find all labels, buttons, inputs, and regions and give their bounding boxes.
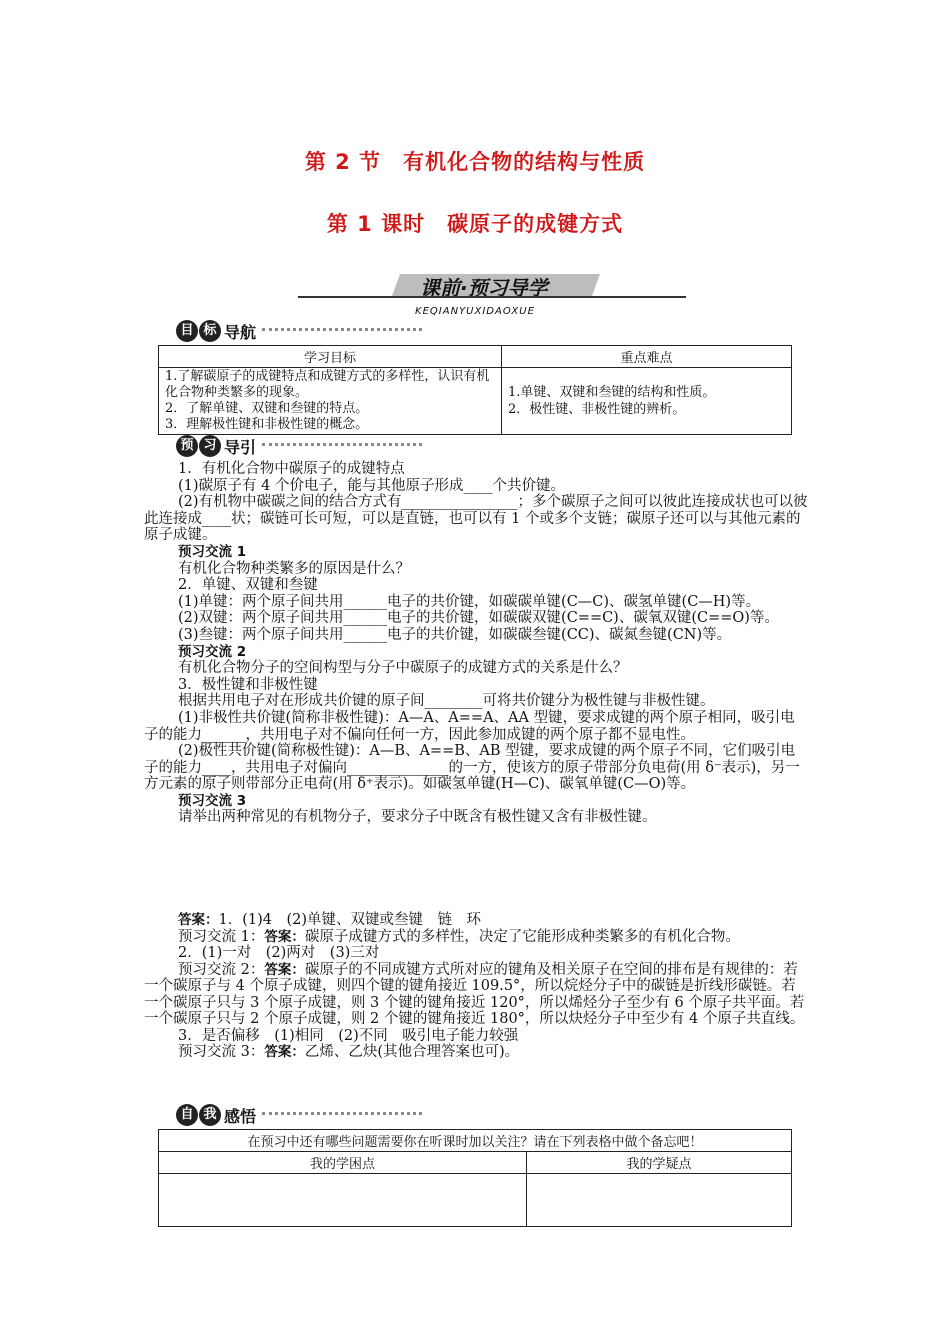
goals-left-cell: 1.了解碳原子的成键特点和成键方式的多样性，认识有机化合物种类繁多的现象。 2．了解单键、双键和叁键的特点。 3．理解极性键和非极性键的概念。	[159, 368, 502, 435]
answers-block: 答案：1．(1)4 (2)单键、双键或叁键 链 环 预习交流 1：答案：碳原子成键方式的多样性，决定了它能形成种类繁多的有机化合物。 2．(1)一对 (2)两对 (3)三对 预习交流 2：答案：碳原子的不同成键方式所对应的键角及相关原子在空间的排布是有规律的：若一个碳原子与 4 个原子成键，则四个键的键角接近 109.5°，所以烷烃分子中的碳链是折线形碳链。若一个碳原子只与 3 个原子成键，则 3 个键的键角接近 120°，所以烯烃分子至少有 6 个原子共平面。若一个碳原子只与 2 个原子成键，则 2 个键的键角接近 180°，所以炔烃分子中至少有 4 个原子共直线。 3．是否偏移 (1)相同 (2)不同 吸引电子能力较强 预习交流 3：答案：乙烯、乙炔(其他合理答案也可)。	[144, 912, 805, 1060]
banner-text: 课前·预习导学	[420, 276, 548, 300]
section-ziwo-heading: 自 我 感悟	[176, 1102, 422, 1128]
goals-header-left: 学习目标	[159, 346, 502, 368]
lesson-title: 第 1 课时 碳原子的成键方式	[326, 212, 624, 236]
preview-banner	[298, 270, 686, 304]
memo-table	[158, 1129, 792, 1227]
memo-header-difficulty: 我的学困点	[159, 1152, 527, 1174]
goals-right-cell: 1.单键、双键和叁键的结构和性质。 2．极性键、非极性键的辨析。	[502, 368, 792, 435]
preview-guide: 1．有机化合物中碳原子的成键特点 (1)碳原子有 4 个价电子，能与其他原子形成____个共价键。 (2)有机物中碳碳之间的结合方式有________________；多个碳原子之间可以彼此连接成状也可以彼此连接成____状；碳链可长可短，可以是直链，也可以有 1 个或多个支链；碳原子还可以与其他元素的原子成键。 预习交流 1 有机化合物种类繁多的原因是什么？ 2．单键、双键和叁键 (1)单键：两个原子间共用______电子的共价键，如碳碳单键(C—C)、碳氢单键(C—H)等。 (2)双键：两个原子间共用______电子的共价键，如碳碳双键(C==C)、碳氧双键(C==O)等。 (3)叁键：两个原子间共用______电子的共价键，如碳碳叁键(CC)、碳氮叁键(CN)等。 预习交流 2 有机化合物分子的空间构型与分子中碳原子的成键方式的关系是什么？ 3．极性键和非极性键 根据共用电子对在形成共价键的原子间________可将共价键分为极性键与非极性键。 (1)非极性共价键(简称非极性键)：A—A、A==A、AA 型键，要求成键的两个原子相同，吸引电子的能力______，共用电子对不偏向任何一方，因此参加成键的两个原子都不显电性。 (2)极性共价键(简称极性键)：A—B、A==B、AB 型键，要求成键的两个原子不同，它们吸引电子的能力____，共用电子对偏向______________的一方，使该方的原子带部分负电荷(用 δ⁻表示)，另一方元素的原子则带部分正电荷(用 δ⁺表示)。如碳氢单键(H—C)、碳氧单键(C—O)等。 预习交流 3 请举出两种常见的有机物分子，要求分子中既含有极性键又含有非极性键。	[144, 461, 808, 826]
goals-header-right: 重点难点	[502, 346, 792, 368]
banner-subtitle: KEQIANYUXIDAOXUE	[415, 306, 535, 317]
section-yuxi-heading: 预 习 导引	[176, 433, 422, 459]
section-title: 第 2 节 有机化合物的结构与性质	[304, 150, 646, 174]
section-mubiao-heading: 目 标 导航	[176, 318, 422, 344]
memo-input-difficulty[interactable]	[159, 1174, 527, 1227]
memo-input-doubt[interactable]	[527, 1174, 792, 1227]
goals-table	[158, 345, 792, 435]
memo-header-doubt: 我的学疑点	[527, 1152, 792, 1174]
memo-prompt: 在预习中还有哪些问题需要你在听课时加以关注？请在下列表格中做个备忘吧！	[159, 1130, 792, 1152]
